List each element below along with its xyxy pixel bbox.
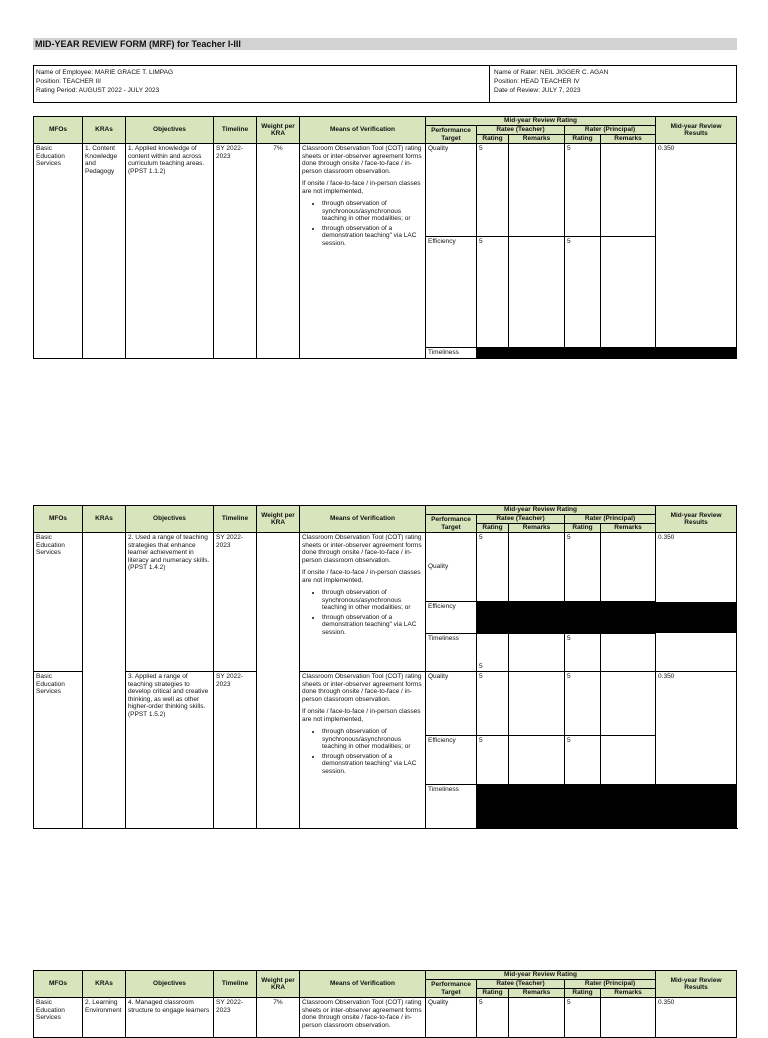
header-rater-rating: Rating [565,135,601,144]
header-performance-target: Performance Target [426,980,477,998]
header-ratee: Ratee (Teacher) [477,126,565,135]
cell-ratee-remarks [509,634,565,672]
header-timeline: Timeline [214,506,257,533]
header-objectives: Objectives [126,506,214,533]
header-timeline: Timeline [214,117,257,144]
header-rater-rating: Rating [565,989,601,998]
cell-rater-remarks [601,533,656,602]
cell-kra [83,533,126,829]
rater-info [494,68,608,95]
header-weight: Weight per KRA [257,117,300,144]
cell-mfo: Basic Education Services [34,144,83,359]
header-ratee-remarks: Remarks [509,524,565,533]
cell-ratee-remarks [509,672,565,736]
cell-ratee-remarks [509,736,565,785]
header-rater-rating: Rating [565,524,601,533]
cell-rater-remarks [601,144,656,237]
mov-paragraph: If onsite / face-to-face / in-person classes are not implemented, [302,180,421,195]
cell-rater-rating: 5 [565,672,601,736]
cell-ratee-rating: 5 [477,634,509,672]
blacked-out-cell [477,602,737,634]
header-performance-target: Performance Target [426,126,477,144]
header-midyear-rating: Mid-year Review Rating [426,971,656,980]
rater-position: Position: HEAD TEACHER IV [494,78,580,85]
cell-timeline: SY 2022-2023 [214,144,257,359]
cell-timeline: SY 2022-2023 [214,672,257,829]
cell-mfo: Basic Education Services [34,672,83,829]
cell-ratee-rating: 5 [477,144,509,237]
cell-ratee-remarks [509,998,565,1038]
header-ratee-remarks: Remarks [509,135,565,144]
label-efficiency: Efficiency [426,602,477,634]
cell-objective: 3. Applied a range of teaching strategies to develop critical and creative thinking, as well as other higher-order thinking skills. (PPST 1.5.2) [126,672,214,829]
blacked-out-cell [477,348,737,359]
employee-position: Position: TEACHER III [36,78,101,85]
cell-ratee-rating: 5 [477,998,509,1038]
header-results: Mid-year Review Results [656,971,737,998]
form-title: MID-YEAR REVIEW FORM (MRF) for Teacher I-III [33,38,737,50]
label-quality: Quality [426,144,477,237]
cell-rater-rating: 5 [565,533,601,602]
mov-list [302,728,423,775]
header-mov: Means of Verification [300,117,426,144]
header-ratee-remarks: Remarks [509,989,565,998]
blacked-out-cell [477,785,737,829]
cell-objective: 2. Used a range of teaching strategies that enhance learner achievement in literacy and numeracy skills. (PPST 1.4.2) [126,533,214,672]
mov-paragraph: If onsite / face-to-face / in-person classes are not implemented, [302,569,421,584]
header-rater-remarks: Remarks [601,989,656,998]
label-quality: Quality [426,998,477,1038]
cell-mov: Classroom Observation Tool (COT) rating sheets or inter-observer agreement forms done through onsite / face-to-face / in-person classroom observation. [300,998,426,1038]
review-date: Date of Review: JULY 7, 2023 [494,87,581,94]
cell-mov [300,144,426,359]
review-table-1 [33,116,737,359]
label-quality: Quality [426,533,477,602]
cell-objective: 4. Managed classroom structure to engage learners [126,998,214,1038]
mov-paragraph: If onsite / face-to-face / in-person classes are not implemented, [302,708,421,723]
cell-rater-remarks [601,237,656,348]
cell-rater-remarks [601,998,656,1038]
cell-weight: 7% [257,998,300,1038]
header-kras: KRAs [83,117,126,144]
label-timeliness: Timeliness [426,348,477,359]
header-rater: Rater (Principal) [565,980,656,989]
header-mov: Means of Verification [300,971,426,998]
header-mfos: MFOs [34,971,83,998]
cell-result: 0.350 [656,672,737,785]
mov-paragraph: Classroom Observation Tool (COT) rating sheets or inter-observer agreement forms done through onsite / face-to-face / in-person classroom observation. [302,534,422,564]
mov-list-item: • through observation of synchronous/asynchronous teaching in other modalities; or [322,589,423,612]
header-objectives: Objectives [126,117,214,144]
header-ratee-rating: Rating [477,989,509,998]
header-rater-remarks: Remarks [601,524,656,533]
mov-list [302,589,423,636]
label-quality: Quality [426,672,477,736]
employee-name: Name of Employee: MARIE GRACE T. LIMPAG [36,69,174,76]
header-rater: Rater (Principal) [565,126,656,135]
cell-ratee-remarks [509,533,565,602]
cell-weight [257,533,300,829]
cell-result: 0.350 [656,998,737,1038]
cell-rater-rating: 5 [565,144,601,237]
label-efficiency: Efficiency [426,237,477,348]
header-ratee: Ratee (Teacher) [477,980,565,989]
header-mfos: MFOs [34,117,83,144]
header-ratee-rating: Rating [477,135,509,144]
cell-ratee-rating: 5 [477,533,509,602]
review-table-3 [33,970,737,1038]
header-weight: Weight per KRA [257,506,300,533]
cell-rater-rating: 5 [565,736,601,785]
mov-list-item: • through observation of synchronous/asynchronous teaching in other modalities; or [322,200,423,223]
mov-list [302,200,423,247]
mov-list-item: • through observation of a demonstration teaching" via LAC session. [322,614,423,637]
cell-rater-remarks [601,672,656,736]
rater-name: Name of Rater: NEIL JIGGER C. AGAN [494,69,609,76]
cell-kra: 1. Content Knowledge and Pedagogy [83,144,126,359]
label-efficiency: Efficiency [426,736,477,785]
cell-mov [300,672,426,829]
cell-mfo: Basic Education Services [34,533,83,672]
cell-result: 0.350 [656,144,737,348]
cell-ratee-remarks [509,237,565,348]
cell-mfo: Basic Education Services [34,998,83,1038]
cell-result: 0.350 [656,533,737,672]
cell-ratee-rating: 5 [477,672,509,736]
cell-timeline: SY 2022-2023 [214,533,257,672]
header-results: Mid-year Review Results [656,117,737,144]
mov-paragraph: Classroom Observation Tool (COT) rating sheets or inter-observer agreement forms done through onsite / face-to-face / in-person classroom observation. [302,673,422,703]
cell-weight: 7% [257,144,300,359]
employee-info-box [33,65,737,103]
label-timeliness: Timeliness [426,785,477,829]
cell-timeline: SY 2022-2023 [214,998,257,1038]
label-timeliness: Timeliness [426,634,477,672]
cell-rater-rating: 5 [565,998,601,1038]
cell-rater-rating: 5 [565,237,601,348]
cell-kra: 2. Learning Environment [83,998,126,1038]
cell-rater-rating: 5 [565,634,601,672]
header-timeline: Timeline [214,971,257,998]
header-kras: KRAs [83,506,126,533]
header-weight: Weight per KRA [257,971,300,998]
header-mfos: MFOs [34,506,83,533]
cell-mov [300,533,426,672]
header-results: Mid-year Review Results [656,506,737,533]
review-table-2 [33,505,737,829]
rating-period: Rating Period: AUGUST 2022 - JULY 2023 [36,87,160,94]
header-objectives: Objectives [126,971,214,998]
header-kras: KRAs [83,971,126,998]
header-ratee-rating: Rating [477,524,509,533]
header-ratee: Ratee (Teacher) [477,515,565,524]
header-midyear-rating: Mid-year Review Rating [426,117,656,126]
header-performance-target: Performance Target [426,515,477,533]
cell-objective: 1. Applied knowledge of content within and across curriculum teaching areas. (PPST 1.1.2) [126,144,214,359]
header-midyear-rating: Mid-year Review Rating [426,506,656,515]
mov-list-item: • through observation of a demonstration teaching" via LAC session. [322,753,423,776]
header-rater: Rater (Principal) [565,515,656,524]
mov-paragraph: Classroom Observation Tool (COT) rating sheets or inter-observer agreement forms done through onsite / face-to-face / in-person classroom observation. [302,145,422,175]
cell-ratee-rating: 5 [477,237,509,348]
header-rater-remarks: Remarks [601,135,656,144]
cell-rater-remarks [601,634,656,672]
mov-list-item: • through observation of a demonstration teaching" via LAC session. [322,225,423,248]
cell-ratee-rating: 5 [477,736,509,785]
cell-ratee-remarks [509,144,565,237]
employee-info [36,68,173,95]
mov-list-item: • through observation of synchronous/asynchronous teaching in other modalities; or [322,728,423,751]
cell-rater-remarks [601,736,656,785]
info-divider [489,66,490,102]
header-mov: Means of Verification [300,506,426,533]
